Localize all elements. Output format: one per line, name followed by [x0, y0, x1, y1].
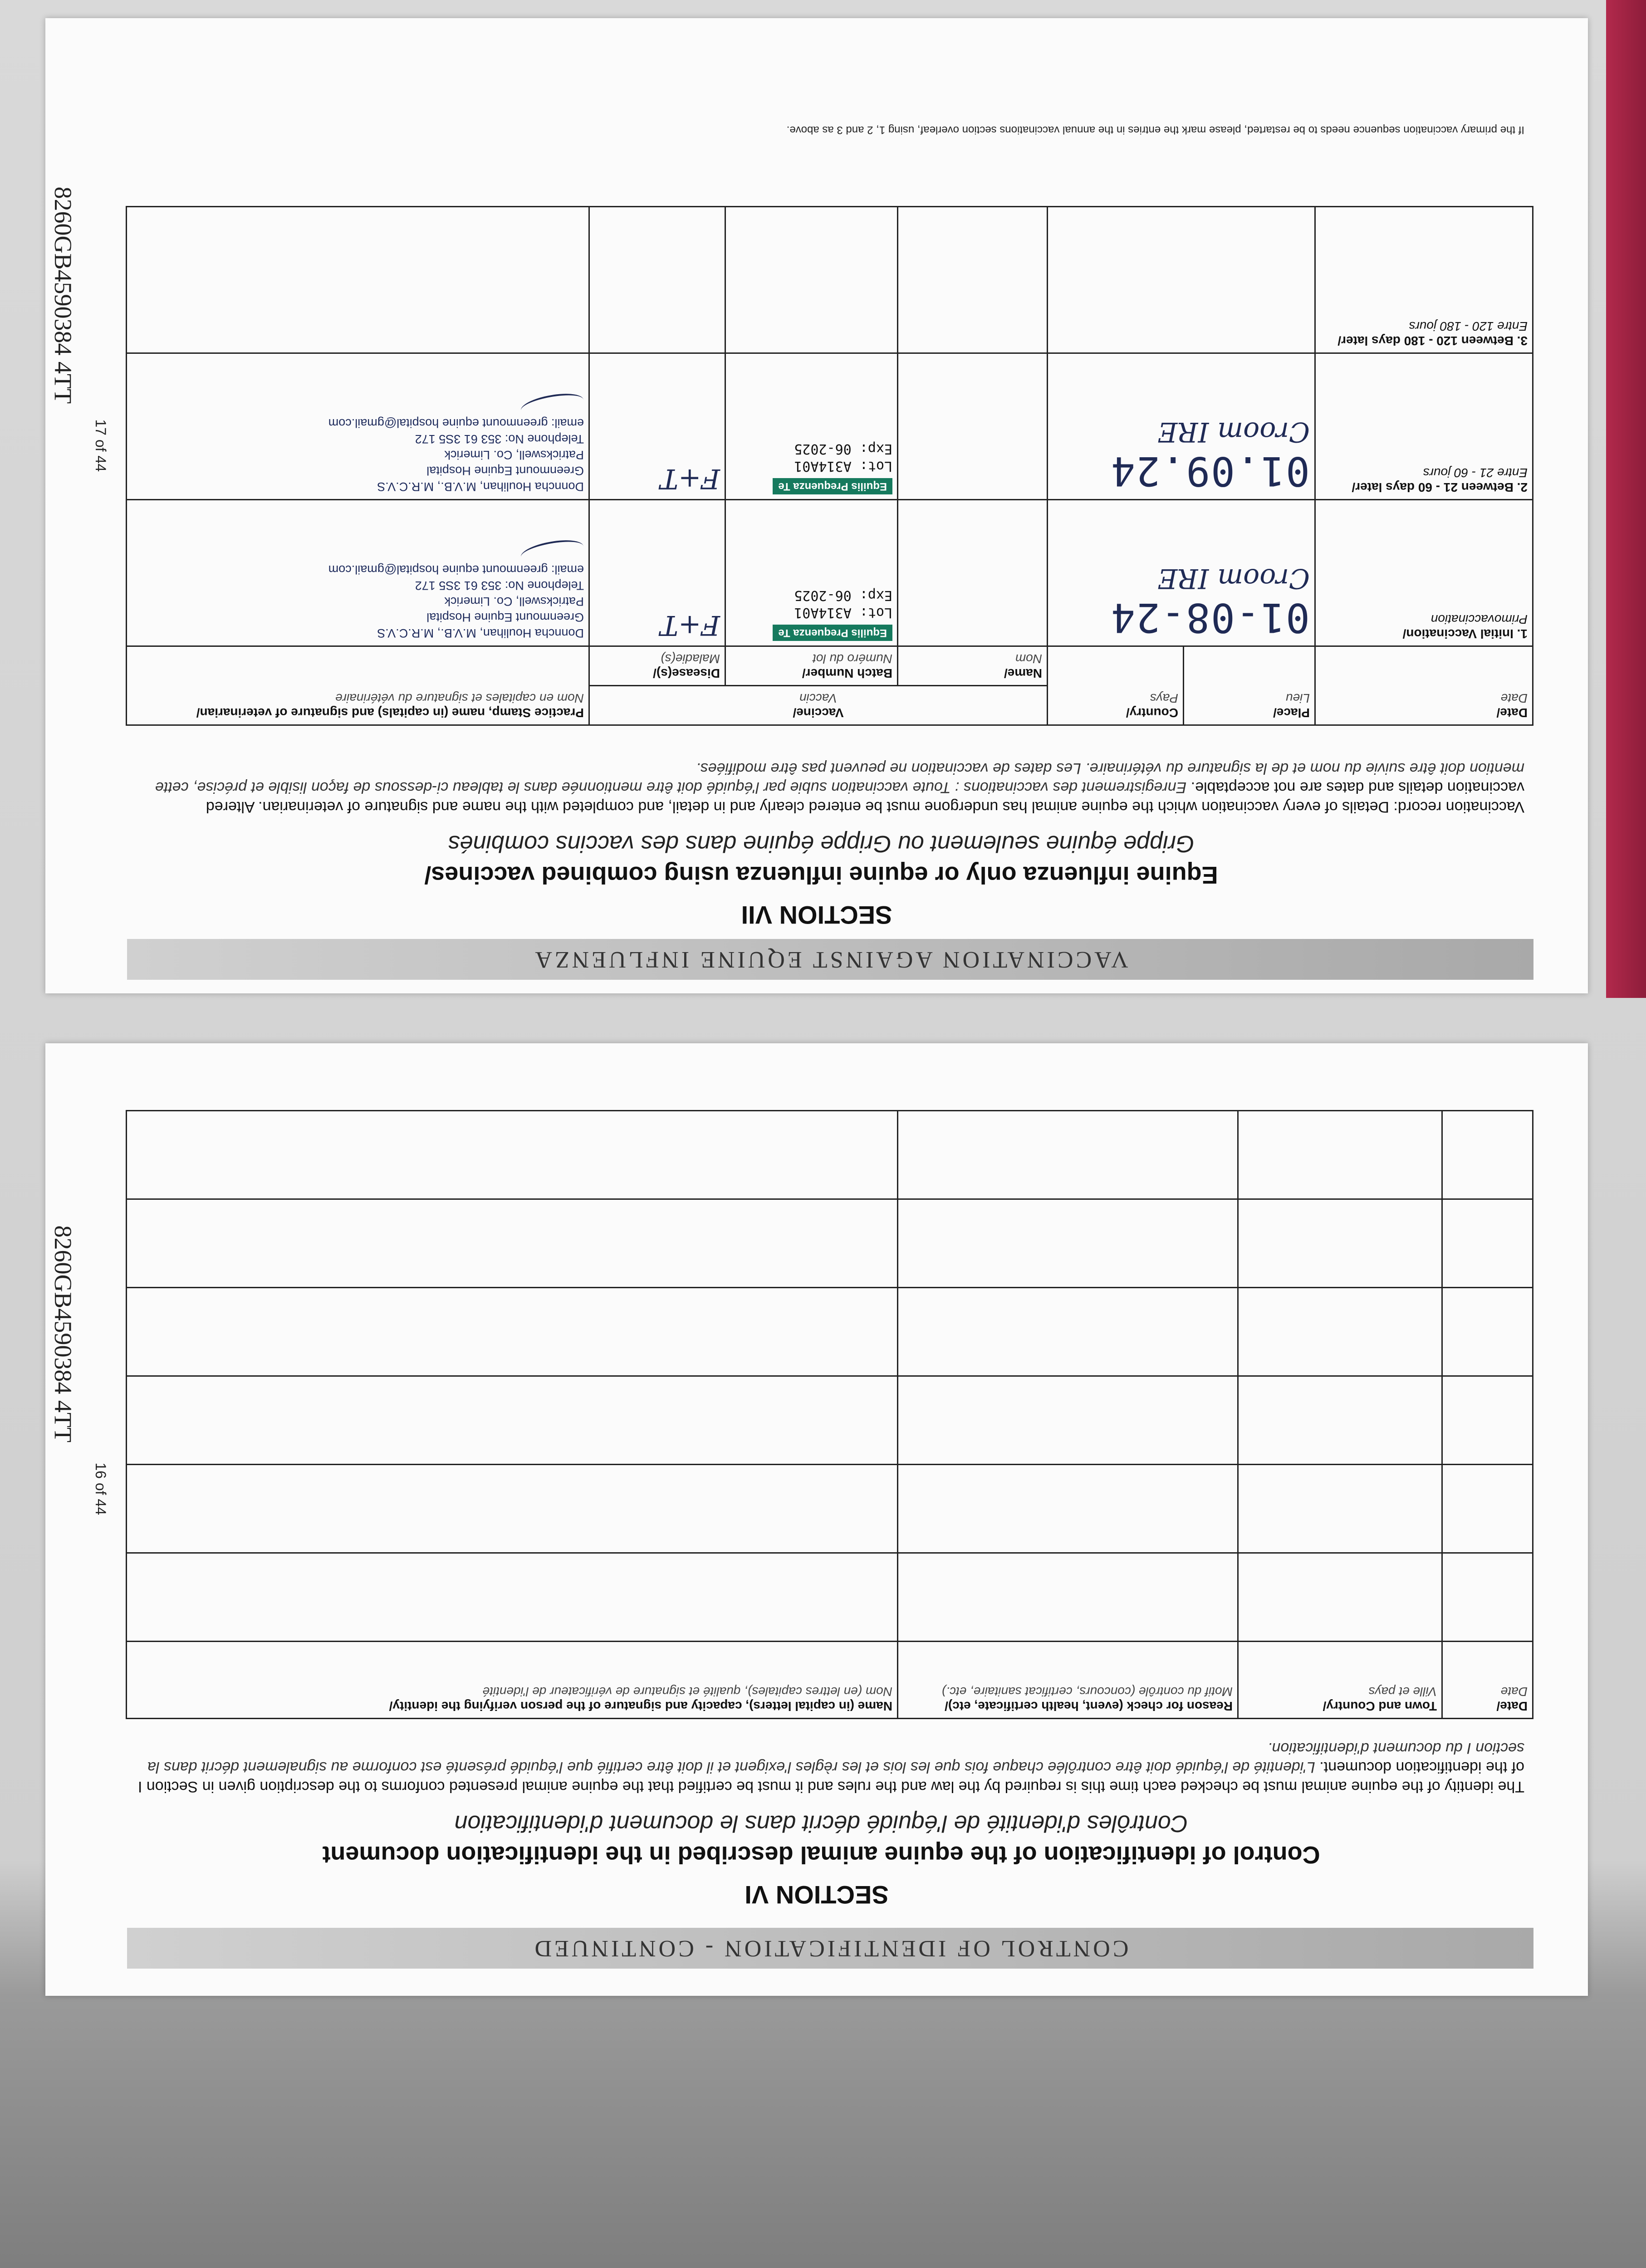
cell[interactable] — [898, 1465, 1238, 1553]
cell[interactable] — [1442, 1111, 1533, 1199]
batch-cell[interactable] — [725, 207, 898, 353]
disease-cell[interactable]: F+T — [589, 500, 725, 646]
table-row — [127, 1465, 1533, 1553]
page-17 — [45, 18, 1588, 993]
header-stamp: Practice Stamp, name (in capitals) and signature of veterinarian/ Nom en capitales et signature du vétérinaire — [127, 646, 589, 725]
header-verifier: Name (in capital letters), capacity and signature of the person verifying the identity/ Nom (en lettres capitales), qualité et signature de vérificateur de l'identité — [127, 1642, 898, 1719]
cell[interactable] — [1442, 1553, 1533, 1642]
cell[interactable] — [127, 1376, 898, 1465]
header-date: Date/ Date — [1442, 1642, 1533, 1719]
vet-stamp-cell[interactable] — [127, 207, 589, 353]
vaccination-table — [126, 206, 1533, 726]
date-place-cell[interactable] — [1048, 353, 1315, 500]
cell[interactable] — [1238, 1111, 1442, 1199]
vet-stamp: Donncha Houlihan, M.V.B., M.R.C.V.S Greenmount Equine Hospital Patrickswell, Co. Limerick Telephone No: 353 61 3S5 172 email: greenmount equine hospital@gmail.com — [328, 562, 584, 640]
vet-stamp-cell[interactable] — [127, 500, 589, 646]
disease-cell[interactable] — [589, 207, 725, 353]
cell[interactable] — [898, 1553, 1238, 1642]
page-16 — [45, 1043, 1588, 1996]
vaccination-row-second — [127, 353, 1533, 500]
table-row — [127, 1111, 1533, 1199]
header-place: Place/ Lieu — [1184, 646, 1315, 725]
page-banner: VACCINATION AGAINST EQUINE INFLUENZA — [127, 939, 1533, 980]
cell[interactable] — [898, 1288, 1238, 1376]
cell[interactable] — [1238, 1376, 1442, 1465]
page-banner: CONTROL OF IDENTIFICATION - CONTINUED — [127, 1928, 1533, 1969]
instructions-text: The identity of the equine animal must be checked each time this is required by the law and the rules and it must be certified that the equine animal presented conforms to the description given in Section I of the identification document. L'identité de l'équidé doit être contrôlée chaque fois que les lois et les règles l'exigent et il doit être certifié que l'équidé présenté est conforme au signalement décrit dans la section I du document d'identification. — [137, 1740, 1524, 1795]
page-number: 16 of 44 — [93, 1462, 109, 1515]
vet-stamp-cell[interactable] — [127, 353, 589, 500]
page-heading: Control of identification of the equine animal described in the identification document — [322, 1841, 1320, 1868]
handwritten-date: 01-08-24 — [1110, 594, 1310, 641]
row-label: 2. Between 21 - 60 days later/ — [1352, 480, 1528, 494]
section-title: SECTION VII — [741, 901, 892, 929]
vaccination-row-third — [127, 207, 1533, 353]
header-country: Country/ Pays — [1048, 646, 1184, 725]
vaccination-date-cell[interactable] — [1315, 353, 1533, 500]
table-row — [127, 1199, 1533, 1288]
batch-cell[interactable] — [725, 500, 898, 646]
row-label-fr: Primovaccination — [1430, 612, 1528, 626]
header-vaccine: Vaccine/ Vaccin — [589, 686, 1048, 725]
handwritten-place: Croom IRE — [1157, 416, 1310, 448]
header-batch: Batch Number/ Numéro du lot — [725, 646, 898, 686]
cell[interactable] — [127, 1553, 898, 1642]
cell[interactable] — [1238, 1553, 1442, 1642]
table-row — [127, 1288, 1533, 1376]
footnote: If the primary vaccination sequence needs to be restarted, please mark the entries in the annual vaccinations section overleaf, using 1, 2 and 3 as above. — [786, 124, 1524, 136]
instructions-text: Vaccination record: Details of every vaccination which the equine animal has undergone must be entered clearly and in detail, and completed with the name and signature of veterinarian. Altered vaccination details and dates are not acceptable. Enregistrement des vaccinations : Toute vaccination subie par l'équidé doit être mentionnée dans le tableau ci-dessous de façon lisible et précise, cette mention doit être suivie du nom et de la signature du vétérinaire. Les dates de vaccination ne peuvent pas être modifiées. — [155, 760, 1524, 816]
header-reason: Reason for check (event, health certificate, etc)/ Motif du contrôle (concours, certificat sanitaire, etc.) — [898, 1642, 1238, 1719]
vaccine-name-cell[interactable] — [898, 500, 1048, 646]
date-place-cell[interactable] — [1048, 500, 1315, 646]
page-heading: Equine influenza only or equine influenza using combined vaccines/ — [424, 861, 1218, 889]
page-heading-fr: Contrôles d'identité de l'équidé décrit dans le document d'identification — [454, 1810, 1188, 1837]
section-title: SECTION VI — [745, 1881, 889, 1909]
cell[interactable] — [127, 1199, 898, 1288]
cell[interactable] — [1238, 1465, 1442, 1553]
cell[interactable] — [127, 1465, 898, 1553]
handwritten-place: Croom IRE — [1157, 562, 1310, 594]
lot-number: Lot: A314A01 — [794, 605, 892, 621]
identity-check-table — [126, 1110, 1533, 1719]
vaccine-sticker: Equilis Prequenza Te — [773, 625, 892, 641]
vaccination-date-cell[interactable] — [1315, 207, 1533, 353]
document-id: 8260GB4590384 4TT — [49, 1225, 77, 1442]
row-label: 3. Between 120 - 180 days later/ — [1337, 334, 1528, 348]
booklet-cover-edge — [1606, 0, 1646, 998]
cell[interactable] — [1238, 1288, 1442, 1376]
vaccine-name-cell[interactable] — [898, 353, 1048, 500]
row-label-fr: Entre 120 - 180 jours — [1409, 319, 1528, 333]
cell[interactable] — [1442, 1199, 1533, 1288]
page-number: 17 of 44 — [93, 419, 109, 472]
cell[interactable] — [898, 1111, 1238, 1199]
lot-number: Lot: A314A01 — [794, 458, 892, 474]
table-row — [127, 1376, 1533, 1465]
header-date: Date/ Date — [1315, 646, 1533, 725]
row-label: 1. Initial Vaccination/ — [1402, 627, 1528, 641]
cell[interactable] — [898, 1376, 1238, 1465]
header-vaccine-name: Name/ Nom — [898, 646, 1048, 686]
disease-cell[interactable]: F+T — [589, 353, 725, 500]
batch-cell[interactable] — [725, 353, 898, 500]
handwritten-date: 01.09.24 — [1110, 448, 1310, 494]
header-disease: Disease(s)/ Maladie(s) — [589, 646, 725, 686]
table-row — [127, 1553, 1533, 1642]
cell[interactable] — [1238, 1199, 1442, 1288]
page-heading-fr: Grippe équine seulement ou Grippe équine dans des vaccins combinés — [448, 831, 1195, 857]
expiry: Exp: 06-2025 — [794, 441, 892, 457]
cell[interactable] — [898, 1199, 1238, 1288]
date-place-cell[interactable] — [1048, 207, 1315, 353]
cell[interactable] — [1442, 1376, 1533, 1465]
table-header-row — [127, 686, 1533, 725]
expiry: Exp: 06-2025 — [794, 587, 892, 604]
cell[interactable] — [127, 1288, 898, 1376]
vaccination-row-initial — [127, 500, 1533, 646]
document-id: 8260GB4590384 4TT — [49, 186, 77, 404]
vaccine-sticker: Equilis Prequenza Te — [773, 478, 892, 494]
cell[interactable] — [127, 1111, 898, 1199]
vaccination-date-cell[interactable] — [1315, 500, 1533, 646]
row-label-fr: Entre 21 - 60 jours — [1423, 466, 1528, 480]
header-town-country: Town and Country/ Ville et pays — [1238, 1642, 1442, 1719]
vaccine-name-cell[interactable] — [898, 207, 1048, 353]
vet-stamp: Donncha Houlihan, M.V.B., M.R.C.V.S Greenmount Equine Hospital Patrickswell, Co. Limerick Telephone No: 353 61 3S5 172 email: greenmount equine hospital@gmail.com — [328, 416, 584, 494]
cell[interactable] — [1442, 1465, 1533, 1553]
table-header-row — [127, 1642, 1533, 1719]
cell[interactable] — [1442, 1288, 1533, 1376]
